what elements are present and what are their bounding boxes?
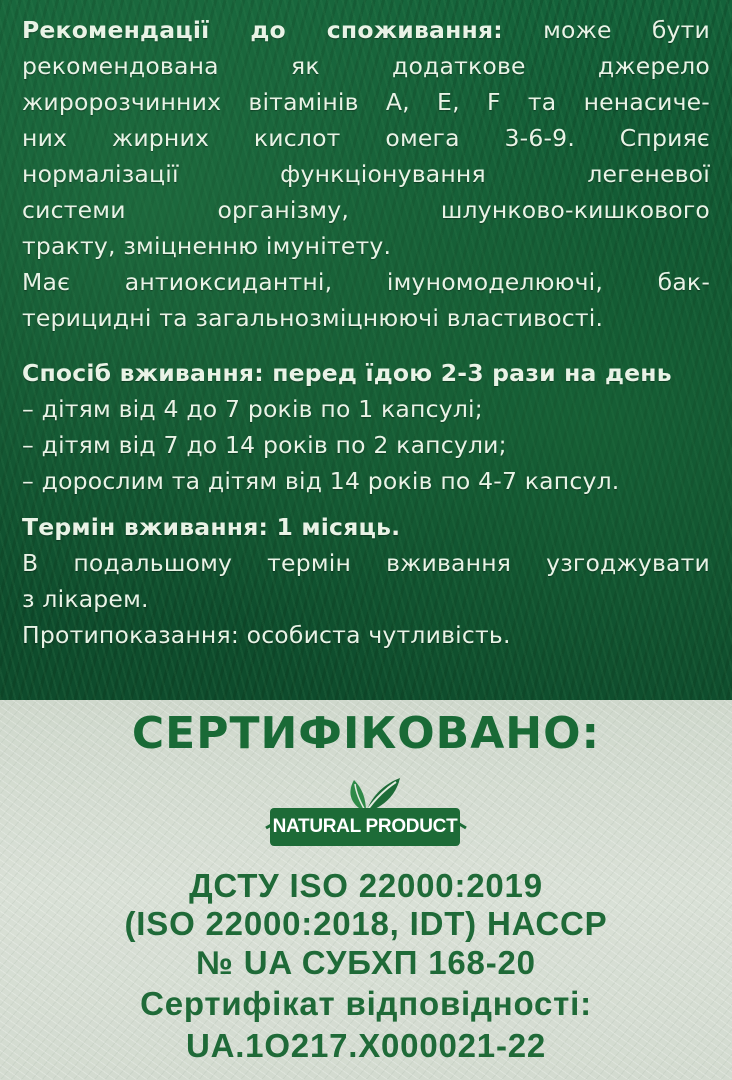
- usage-item: – дітям від 7 до 14 років по 2 капсули;: [22, 431, 507, 459]
- recommendations-line: них жирних кислот омега 3-6-9. Сприяє: [22, 124, 710, 152]
- contraindications-line: Протипоказання: особиста чутливість.: [22, 621, 511, 649]
- usage-heading: Спосіб вживання: перед їдою 2-3 рази на день: [22, 359, 672, 387]
- recommendations-line: системи організму, шлунково-кишкового: [22, 196, 710, 224]
- recommendations-line: нормалізації функціонування легеневої: [22, 160, 710, 188]
- natural-product-logo: [262, 766, 470, 860]
- recommendations-line: рекомендована як додаткове джерело: [22, 52, 710, 80]
- usage-item: – дітям від 4 до 7 років по 1 капсулі;: [22, 395, 483, 423]
- term-section: [22, 509, 710, 653]
- properties-section: [22, 264, 710, 336]
- certification-title: СЕРТИФІКОВАНО:: [131, 708, 601, 759]
- usage-item: – дорослим та дітям від 14 років по 4-7 капсул.: [22, 467, 620, 495]
- term-heading: Термін вживання: 1 місяць.: [22, 513, 401, 541]
- cert-number: № UA СУБХП 168-20: [196, 944, 536, 981]
- properties-line: терицидні та загальнозміцнюючі властивості.: [22, 304, 604, 332]
- term-line: з лікарем.: [22, 585, 149, 613]
- recommendations-line-1: [22, 12, 710, 48]
- recommendations-text: може бути: [543, 16, 710, 44]
- usage-section: [22, 355, 710, 499]
- certification-panel: [0, 700, 732, 1080]
- cert-standard: ДСТУ ISO 22000:2019: [189, 867, 543, 904]
- recommendations-label: Рекомендації до споживання:: [22, 16, 503, 44]
- recommendations-line: жиророзчинних вітамінів А, Е, F та ненасиче-: [22, 88, 710, 116]
- term-line: В подальшому термін вживання узгоджувати: [22, 549, 710, 577]
- properties-line: Має антиоксидантні, імуномоделюючі, бак-: [22, 268, 710, 296]
- cert-conformity-label: Сертифікат відповідності:: [140, 985, 592, 1022]
- recommendations-line: тракту, зміцненню імунітету.: [22, 232, 392, 260]
- cert-conformity-number: UA.1О217.Х000021-22: [185, 1027, 547, 1064]
- cert-standard-equivalent: (ISO 22000:2018, IDT) НАССР: [124, 905, 608, 942]
- recommendations-section: [22, 12, 710, 264]
- logo-badge-text: NATURAL PRODUCT: [270, 808, 460, 846]
